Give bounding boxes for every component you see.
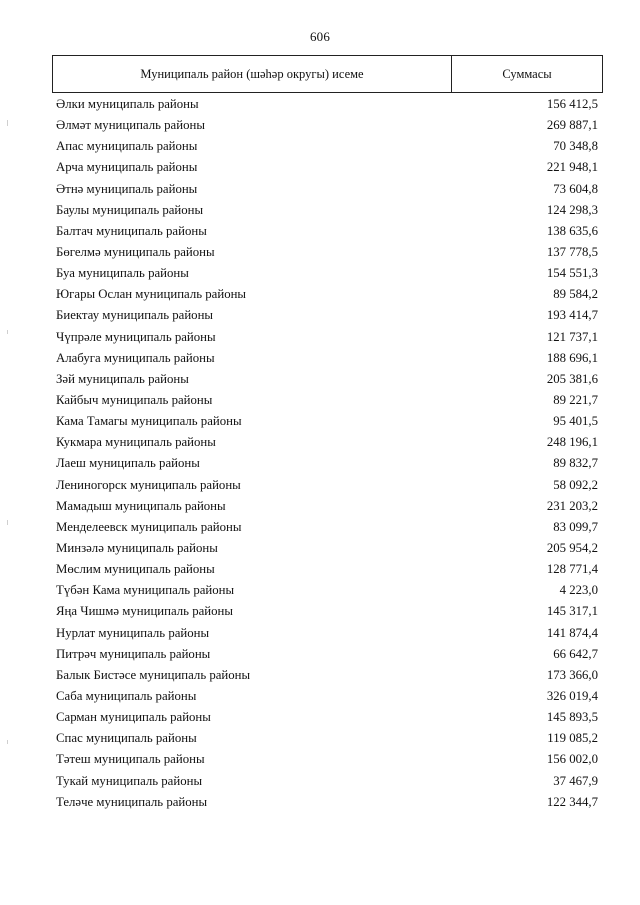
table-row	[56, 136, 598, 157]
table-row	[56, 475, 598, 496]
district-amount: 95 401,5	[553, 414, 598, 429]
table-row	[56, 411, 598, 432]
district-name: Бөгелмә муниципаль районы	[56, 245, 215, 260]
district-name: Балык Бистәсе муниципаль районы	[56, 667, 251, 682]
district-amount: 73 604,8	[553, 181, 598, 196]
district-name: Чүпрәле муниципаль районы	[56, 329, 216, 344]
table-row	[56, 771, 598, 792]
district-amount: 137 778,5	[546, 245, 598, 260]
district-name: Спас муниципаль районы	[56, 731, 197, 746]
table-row	[56, 348, 598, 369]
district-name: Менделеевск муниципаль районы	[56, 519, 242, 534]
district-amount: 156 412,5	[546, 97, 598, 112]
table-row	[56, 749, 598, 770]
table-row	[56, 115, 598, 136]
table-row	[56, 390, 598, 411]
district-amount: 121 737,1	[546, 329, 598, 344]
table-row	[56, 284, 598, 305]
table-row	[56, 242, 598, 263]
table-row	[56, 369, 598, 390]
page-number: 606	[309, 29, 331, 44]
district-amount: 138 635,6	[546, 223, 598, 238]
district-amount: 173 366,0	[546, 667, 598, 682]
district-name: Нурлат муниципаль районы	[56, 625, 210, 640]
district-name: Баулы муниципаль районы	[56, 202, 204, 217]
district-amount: 128 771,4	[546, 562, 598, 577]
table-row	[56, 623, 598, 644]
district-name: Лаеш муниципаль районы	[56, 456, 200, 471]
district-name: Әлмәт муниципаль районы	[56, 118, 205, 133]
district-name: Әтнә муниципаль районы	[56, 181, 198, 196]
district-amount: 89 221,7	[553, 393, 598, 408]
district-amount: 145 893,5	[546, 710, 598, 725]
district-name: Теләче муниципаль районы	[56, 794, 208, 809]
scan-mark	[7, 520, 8, 525]
table-row	[56, 496, 598, 517]
district-name: Сарман муниципаль районы	[56, 710, 211, 725]
district-amount: 156 002,0	[546, 752, 598, 767]
table-row	[56, 559, 598, 580]
district-amount: 141 874,4	[546, 625, 598, 640]
district-name: Лениногорск муниципаль районы	[56, 477, 241, 492]
district-amount: 231 203,2	[546, 498, 598, 513]
table-row	[56, 221, 598, 242]
district-name: Әлки муниципаль районы	[56, 97, 199, 112]
district-name: Кукмара муниципаль районы	[56, 435, 216, 450]
district-amount: 193 414,7	[546, 308, 598, 323]
district-amount: 70 348,8	[553, 139, 598, 154]
district-amount: 221 948,1	[546, 160, 598, 175]
district-name: Мөслим муниципаль районы	[56, 562, 215, 577]
district-amount: 89 832,7	[553, 456, 598, 471]
table-row	[56, 792, 598, 813]
table-body	[56, 94, 598, 813]
district-amount: 124 298,3	[546, 202, 598, 217]
district-amount: 66 642,7	[553, 646, 598, 661]
table-row	[56, 686, 598, 707]
district-name: Мамадыш муниципаль районы	[56, 498, 226, 513]
district-amount: 205 381,6	[546, 371, 598, 386]
district-name: Питрәч муниципаль районы	[56, 646, 211, 661]
district-amount: 4 223,0	[559, 583, 598, 598]
district-name: Апас муниципаль районы	[56, 139, 198, 154]
district-amount: 58 092,2	[553, 477, 598, 492]
table-row	[56, 305, 598, 326]
district-name: Кайбыч муниципаль районы	[56, 393, 213, 408]
district-name: Яңа Чишмә муниципаль районы	[56, 604, 233, 619]
table-row	[56, 453, 598, 474]
table-row	[56, 517, 598, 538]
header-sum-column: Суммасы	[502, 66, 552, 81]
table-header	[52, 55, 603, 93]
table-row	[56, 200, 598, 221]
district-amount: 269 887,1	[546, 118, 598, 133]
scan-mark	[7, 120, 8, 126]
table-row	[56, 432, 598, 453]
table-row	[56, 644, 598, 665]
district-name: Кама Тамагы муниципаль районы	[56, 414, 242, 429]
table-row	[56, 601, 598, 622]
header-name-column: Муниципаль район (шәһәр округы) исеме	[53, 56, 452, 92]
district-name: Зәй муниципаль районы	[56, 371, 189, 386]
table-row	[56, 263, 598, 284]
district-amount: 122 344,7	[546, 794, 598, 809]
district-amount: 145 317,1	[546, 604, 598, 619]
district-amount: 119 085,2	[547, 731, 598, 746]
table-row	[56, 728, 598, 749]
table-row	[56, 707, 598, 728]
district-amount: 37 467,9	[553, 773, 598, 788]
district-name: Түбән Кама муниципаль районы	[56, 583, 235, 598]
district-amount: 83 099,7	[553, 519, 598, 534]
district-name: Алабуга муниципаль районы	[56, 350, 215, 365]
table-row	[56, 179, 598, 200]
district-amount: 205 954,2	[546, 541, 598, 556]
table-row	[56, 665, 598, 686]
district-name: Минзәлә муниципаль районы	[56, 541, 218, 556]
district-name: Буа муниципаль районы	[56, 266, 189, 281]
scan-mark	[7, 330, 8, 334]
district-name: Тәтеш муниципаль районы	[56, 752, 205, 767]
district-name: Югары Ослан муниципаль районы	[56, 287, 247, 302]
district-amount: 248 196,1	[546, 435, 598, 450]
table-row	[56, 94, 598, 115]
district-name: Арча муниципаль районы	[56, 160, 198, 175]
district-amount: 326 019,4	[546, 689, 598, 703]
table-row	[56, 580, 598, 601]
district-amount: 154 551,3	[546, 266, 598, 281]
table-row	[56, 157, 598, 178]
table-row	[56, 538, 598, 559]
district-name: Тукай муниципаль районы	[56, 773, 203, 788]
district-name: Саба муниципаль районы	[56, 689, 197, 703]
table-row	[56, 327, 598, 348]
district-amount: 89 584,2	[553, 287, 598, 302]
district-name: Биектау муниципаль районы	[56, 308, 214, 323]
district-amount: 188 696,1	[546, 350, 598, 365]
scan-mark	[7, 740, 8, 744]
district-name: Балтач муниципаль районы	[56, 223, 207, 238]
